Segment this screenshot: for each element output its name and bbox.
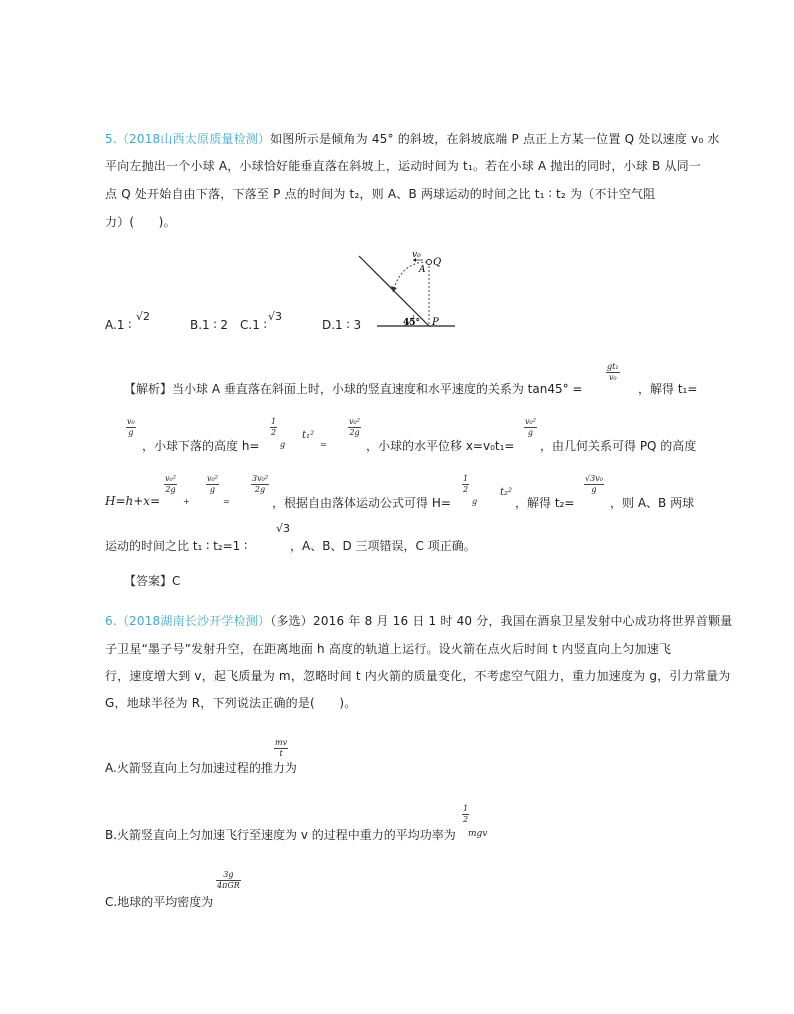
sqrt-3: √3 xyxy=(276,522,291,535)
answer-line: 【答案】C xyxy=(124,574,181,588)
option-a-text: A.火箭竖直向上匀加速过程的推力为 xyxy=(105,761,297,775)
option-c-value: √3 xyxy=(268,310,283,323)
option-a: A.1 ∶ xyxy=(105,318,132,332)
fraction-v0sq-2g: $\frac{\text{v₀²}}{2g}$ xyxy=(349,417,360,437)
fraction-half-b: $\frac{1}{2}$ xyxy=(463,474,469,494)
fraction-half-c: $\frac{1}{2}$ xyxy=(463,804,469,824)
option-d: D.1 ∶ 3 xyxy=(322,318,362,332)
symbol-g: g xyxy=(280,440,286,449)
incline-figure xyxy=(355,248,465,334)
question-6-line-1: 6.（2018湖南长沙开学检测）（多选）2016 年 8 月 16 日 1 时 40 分，我国在酒泉卫星发射中心成功将世界首颗量 xyxy=(105,614,733,628)
a-label: A xyxy=(419,265,426,275)
option-c: C.1 ∶ xyxy=(240,318,267,332)
angle-label: 45° xyxy=(403,318,421,328)
analysis-line-3-text-1: ，根据自由落体运动公式可得 H= xyxy=(272,496,451,510)
equals-sign-b: = xyxy=(223,497,230,506)
analysis-line-2-text-2: ，小球的水平位移 x=v₀t₁= xyxy=(366,439,515,453)
option-b: B.1 ∶ 2 xyxy=(190,318,229,332)
equals-sign: = xyxy=(320,440,327,449)
question-6-line-4: G，地球半径为 R，下列说法正确的是( )。 xyxy=(105,696,357,710)
question-5-line-2: 平向左抛出一个小球 A，小球恰好能垂直落在斜坡上，运动时间为 t₁。若在小球 A 抛出的同时，小球 B 从同一 xyxy=(105,159,702,173)
fraction-v0sq-g: $\frac{\text{v₀²}}{g}$ xyxy=(525,417,536,437)
symbol-t2-squared: t₂² xyxy=(500,487,513,498)
question-5-line-1: 5.（2018山西太原质量检测）如图所示是倾角为 45° 的斜坡，在斜坡底端 P 点正上方某一位置 Q 处以速度 v₀ 水 xyxy=(105,132,720,146)
point-q-marker xyxy=(427,260,432,265)
fraction-v0sq-g-b: $\frac{\text{v₀²}}{g}$ xyxy=(207,474,218,494)
fraction-gt1-v0: $\frac{\text{gt₁}}{\text{v₀}}$ xyxy=(607,362,619,382)
fraction-v0-g: $\frac{\text{v₀}}{g}$ xyxy=(127,417,135,437)
v0-label: v₀ xyxy=(412,250,421,260)
fraction-3g-4piGR: 3g 4πGR xyxy=(217,870,240,890)
analysis-line-3-text-2: ，解得 t₂= xyxy=(515,496,575,510)
q-label: Q xyxy=(433,257,442,268)
question-5-line-3: 点 Q 处开始自由下落，下落至 P 点的时间为 t₂，则 A、B 两球运动的时间之比 t₁ ∶ t₂ 为（不计空气阻 xyxy=(105,187,656,201)
fraction-mv-t: $\frac{mv}{t}$ xyxy=(275,738,288,758)
plus-sign: + xyxy=(183,497,190,506)
analysis-tag: 【解析】 xyxy=(124,382,173,396)
symbol-mgv: mgv xyxy=(468,829,488,839)
question-6-line-2: 子卫星“墨子号”发射升空，在距离地面 h 高度的轨道上运行。设火箭在点火后时间 t 内竖直向上匀加速飞 xyxy=(105,642,672,656)
symbol-g-b: g xyxy=(472,497,478,506)
option-c-text: C.地球的平均密度为 xyxy=(105,895,214,909)
fraction-v0sq-2g-b: $\frac{\text{v₀²}}{2g}$ xyxy=(165,474,176,494)
analysis-line-3-text-3: ，则 A、B 两球 xyxy=(610,496,695,510)
option-b-text: B.火箭竖直向上匀加速飞行至速度为 v 的过程中重力的平均功率为 xyxy=(105,828,456,842)
fraction-half: $\frac{1}{2}$ xyxy=(271,417,277,437)
question-source: 5.（2018山西太原质量检测） xyxy=(105,132,271,146)
analysis-line-4-text-1: ，A、B、D 三项错误，C 项正确。 xyxy=(290,539,476,553)
symbol-t1-squared: t₁² xyxy=(302,430,315,441)
fraction-3v0sq-2g: $\frac{\text{3v₀²}}{2g}$ xyxy=(252,474,269,494)
option-a-value: √2 xyxy=(136,310,151,323)
question-6-line-3: 行，速度增大到 v，起飞质量为 m，忽略时间 t 内火箭的质量变化，不考虑空气阻力，重力加速度为 g，引力常量为 xyxy=(105,669,731,683)
question-5-line-4: 力）( )。 xyxy=(105,215,176,229)
analysis-line-1-end: ，解得 t₁= xyxy=(638,382,698,396)
analysis-line-1: 【解析】当小球 A 垂直落在斜面上时，小球的竖直速度和水平速度的关系为 tan45° = xyxy=(124,382,583,396)
analysis-line-4-text-0: 运动的时间之比 t₁ ∶ t₂=1 ∶ xyxy=(105,539,248,553)
fraction-sqrt3v0-g: $\frac{\text{√3v₀}}{g}$ xyxy=(585,474,603,494)
analysis-line-3-text-0: H=h+x= xyxy=(105,494,161,508)
analysis-line-2-text-1: ，小球下落的高度 h= xyxy=(142,439,260,453)
question-source: 6.（2018湖南长沙开学检测） xyxy=(105,614,271,628)
p-label: P xyxy=(432,317,439,328)
analysis-line-2-text-3: ，由几何关系可得 PQ 的高度 xyxy=(540,439,697,453)
